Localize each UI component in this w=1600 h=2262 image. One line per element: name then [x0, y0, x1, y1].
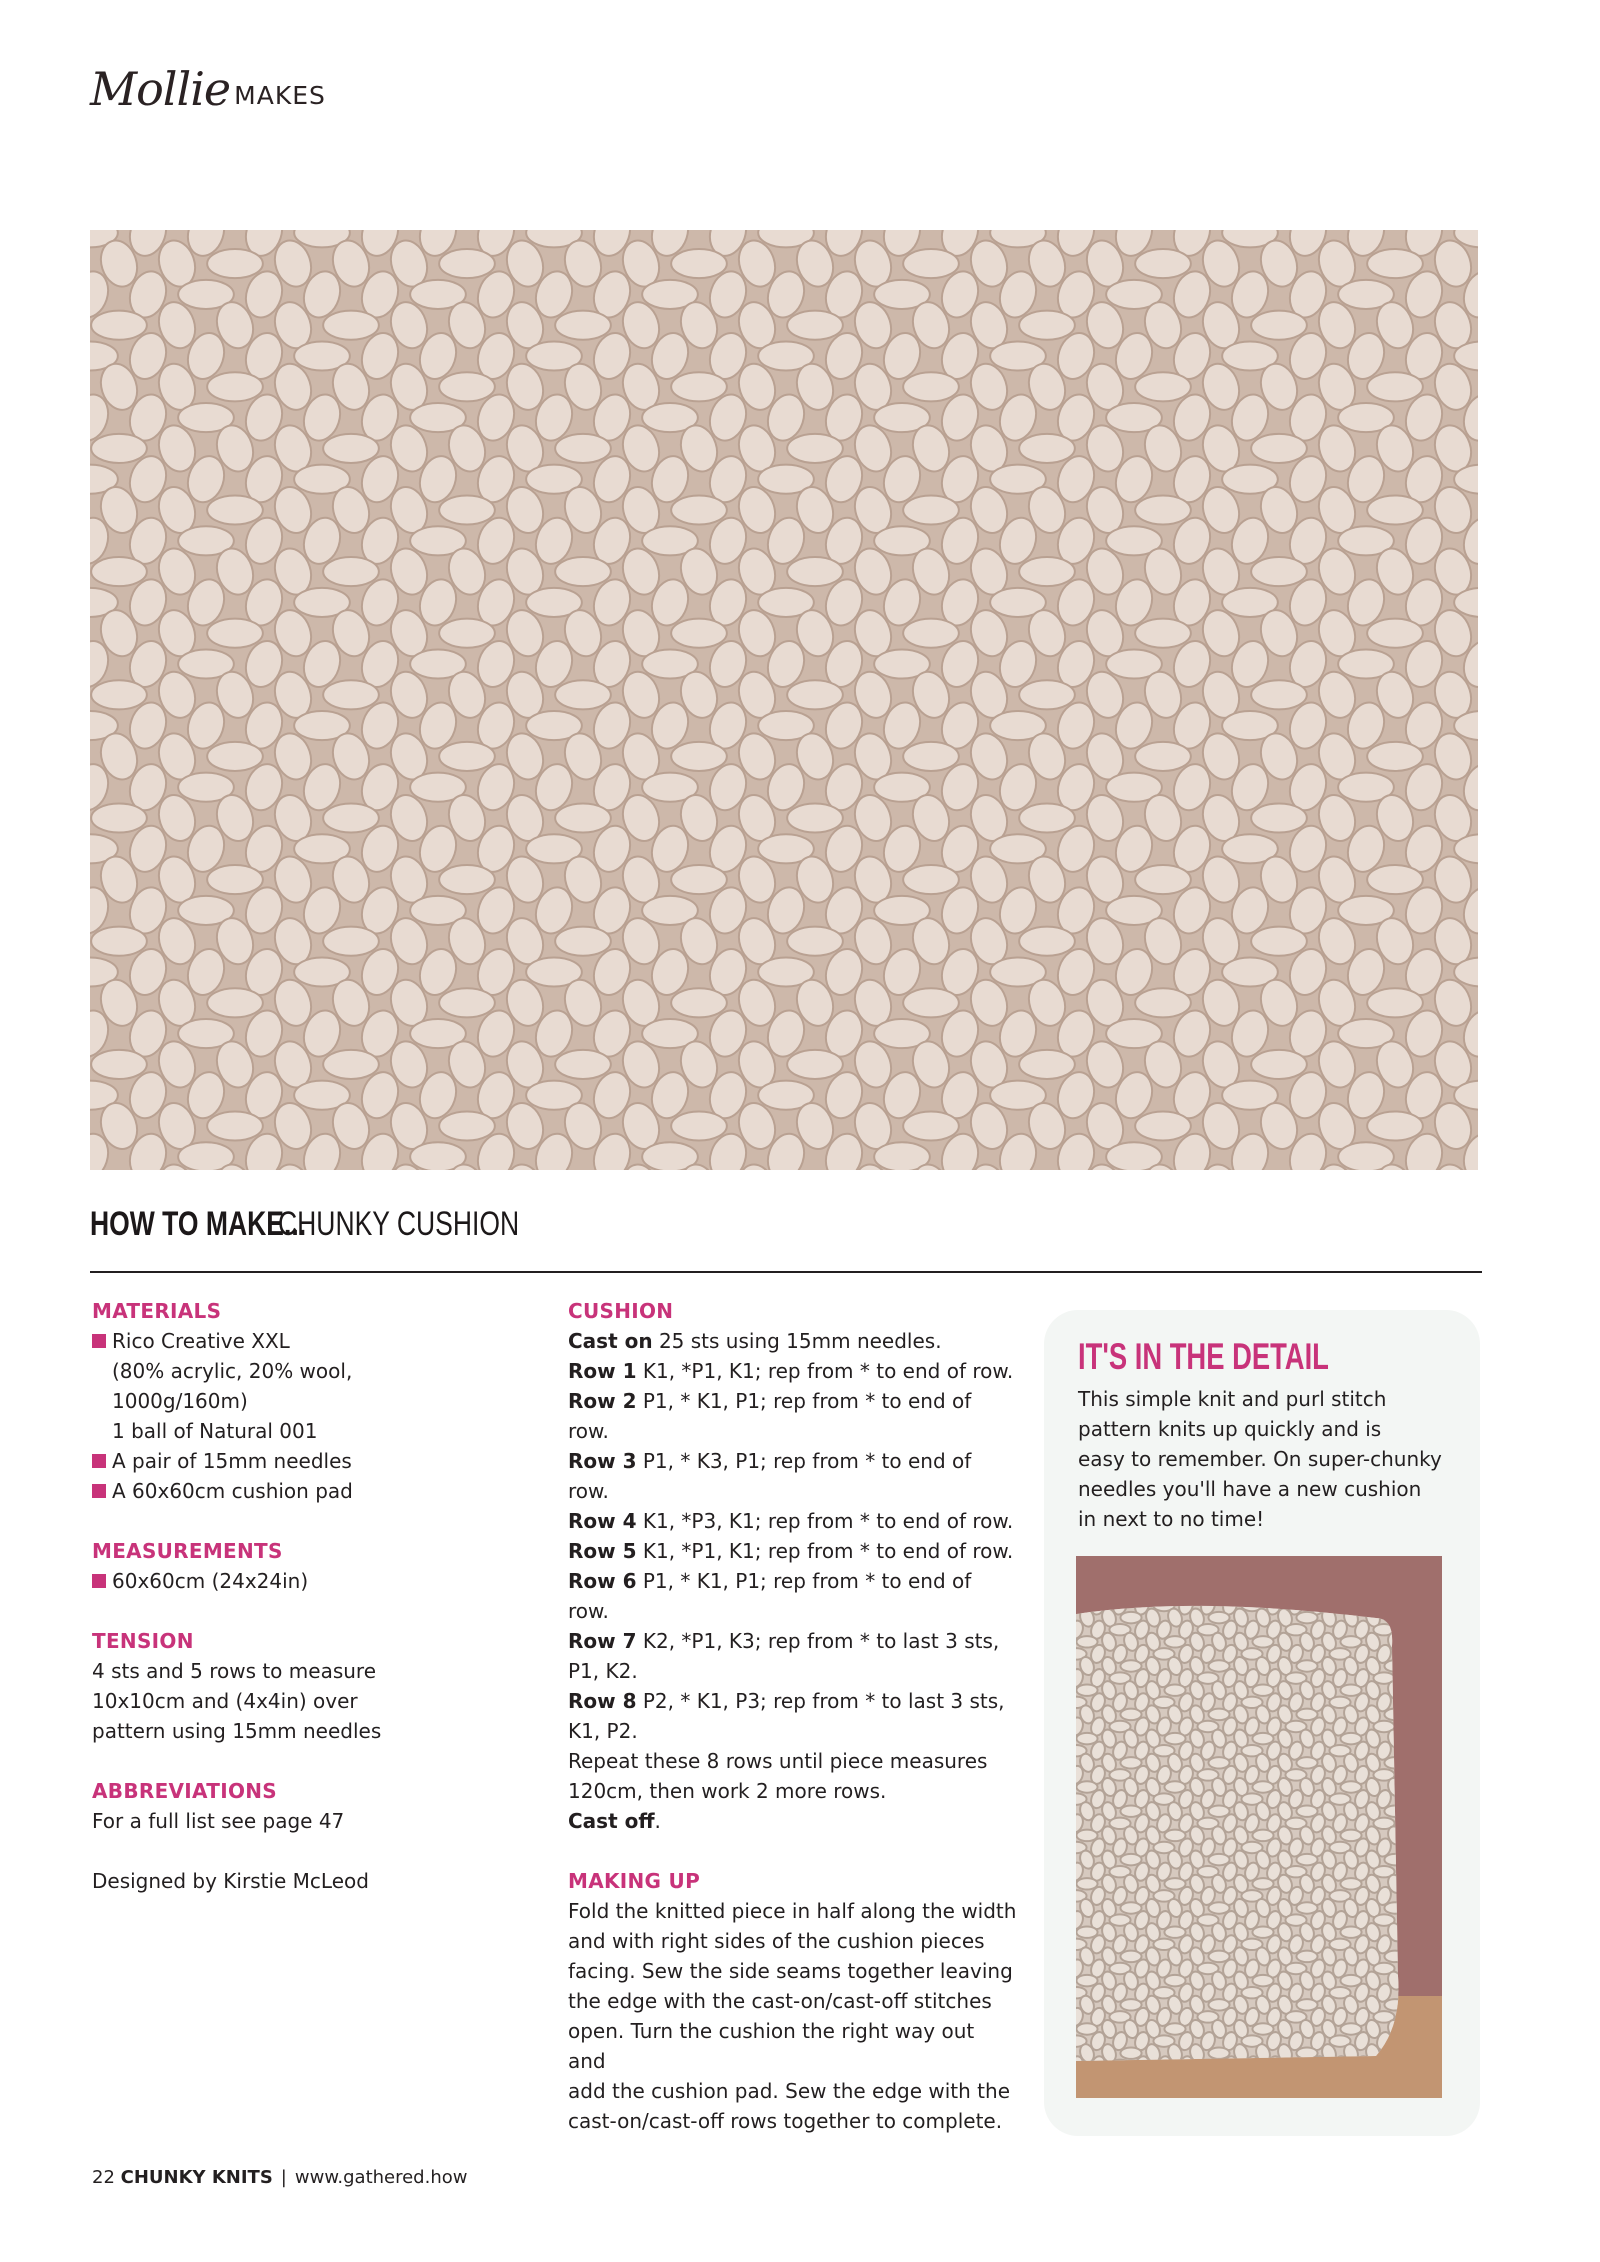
- materials-yarn-line3: 1000g/160m): [112, 1389, 248, 1413]
- bullet-square-icon: [92, 1454, 106, 1468]
- magazine-title: CHUNKY KNITS: [120, 2167, 273, 2188]
- brand-script: Mollie: [90, 62, 231, 116]
- abbreviations-title: ABBREVIATIONS: [92, 1779, 278, 1803]
- row-5-line: [568, 1536, 1018, 1566]
- row-8-cont: K1, P2.: [568, 1719, 638, 1743]
- row-label: Row 7: [568, 1629, 637, 1653]
- row-label: Row 1: [568, 1359, 637, 1383]
- row-label: Row 3: [568, 1449, 637, 1473]
- making-up-line: Fold the knitted piece in half along the width: [568, 1899, 1017, 1923]
- measurements-title: MEASUREMENTS: [92, 1539, 283, 1563]
- row-text: P1, * K3, P1; rep from * to end of: [636, 1449, 972, 1473]
- row-6-cont: row.: [568, 1599, 609, 1623]
- materials-needles-text: A pair of 15mm needles: [112, 1449, 352, 1473]
- measurements-item: [92, 1566, 522, 1596]
- bullet-square-icon: [92, 1334, 106, 1348]
- materials-yarn-line2: (80% acrylic, 20% wool,: [112, 1359, 353, 1383]
- cast-on-line: [568, 1326, 1018, 1356]
- row-label: Row 4: [568, 1509, 637, 1533]
- row-text: K1, *P1, K1; rep from * to end of row.: [636, 1359, 1014, 1383]
- making-up-line: add the cushion pad. Sew the edge with the: [568, 2079, 1011, 2103]
- materials-item-pad: [92, 1476, 522, 1506]
- detail-line: This simple knit and purl stitch: [1078, 1387, 1387, 1411]
- detail-line: in next to no time!: [1078, 1507, 1265, 1531]
- making-up-line: the edge with the cast-on/cast-off stitches: [568, 1989, 992, 2013]
- row-label: Row 2: [568, 1389, 637, 1413]
- cast-on-label: Cast on: [568, 1329, 653, 1353]
- designer-credit: Designed by Kirstie McLeod: [92, 1869, 369, 1893]
- knit-texture-photo: [90, 230, 1478, 1170]
- brand-makes: MAKES: [234, 81, 326, 110]
- repeat-line2: 120cm, then work 2 more rows.: [568, 1779, 887, 1803]
- row-1-line: [568, 1356, 1018, 1386]
- row-7-cont: P1, K2.: [568, 1659, 638, 1683]
- heading-bold: HOW TO MAKE...: [90, 1205, 307, 1243]
- materials-item-needles: [92, 1446, 522, 1476]
- cushion-photo: [1076, 1556, 1442, 2098]
- tension-title: TENSION: [92, 1629, 194, 1653]
- measurements-text: 60x60cm (24x24in): [112, 1569, 309, 1593]
- row-text: P1, * K1, P1; rep from * to end of: [636, 1389, 972, 1413]
- row-7-line: [568, 1626, 1018, 1656]
- row-label: Row 5: [568, 1539, 637, 1563]
- row-text: K1, *P3, K1; rep from * to end of row.: [636, 1509, 1014, 1533]
- detail-line: needles you'll have a new cushion: [1078, 1477, 1422, 1501]
- materials-item-yarn: [92, 1326, 522, 1356]
- cast-off-end: .: [654, 1809, 661, 1833]
- instructions-column: [568, 1296, 1018, 2136]
- making-up-line: and with right sides of the cushion pieces: [568, 1929, 985, 1953]
- tension-line1: 4 sts and 5 rows to measure: [92, 1659, 377, 1683]
- page-number: 22: [92, 2167, 121, 2188]
- footer-separator: |: [280, 2167, 287, 2188]
- knit-texture-image: [90, 230, 1478, 1170]
- cast-off-label: Cast off: [568, 1809, 655, 1833]
- row-6-line: [568, 1566, 1018, 1596]
- making-up-line: open. Turn the cushion the right way out and: [568, 2019, 975, 2073]
- making-up-line: cast-on/cast-off rows together to complete.: [568, 2109, 1003, 2133]
- bullet-square-icon: [92, 1574, 106, 1588]
- cushion-title: CUSHION: [568, 1299, 674, 1323]
- row-label: Row 6: [568, 1569, 637, 1593]
- detail-line: easy to remember. On super-chunky: [1078, 1447, 1442, 1471]
- materials-pad-text: A 60x60cm cushion pad: [112, 1479, 353, 1503]
- detail-line: pattern knits up quickly and is: [1078, 1417, 1382, 1441]
- cast-off-line: [568, 1806, 1018, 1836]
- detail-title: IT'S IN THE DETAIL: [1078, 1336, 1329, 1377]
- row-2-cont: row.: [568, 1419, 609, 1443]
- abbreviations-text: For a full list see page 47: [92, 1809, 345, 1833]
- row-text: K1, *P1, K1; rep from * to end of row.: [636, 1539, 1014, 1563]
- brand-logo: [90, 62, 326, 116]
- bullet-square-icon: [92, 1484, 106, 1498]
- page-footer: [92, 2166, 467, 2190]
- tension-line2: 10x10cm and (4x4in) over: [92, 1689, 358, 1713]
- tension-line3: pattern using 15mm needles: [92, 1719, 382, 1743]
- making-up-title: MAKING UP: [568, 1869, 701, 1893]
- row-2-line: [568, 1386, 1018, 1416]
- row-4-line: [568, 1506, 1018, 1536]
- materials-title: MATERIALS: [92, 1299, 222, 1323]
- row-3-line: [568, 1446, 1018, 1476]
- repeat-line1: Repeat these 8 rows until piece measures: [568, 1749, 988, 1773]
- making-up-line: facing. Sew the side seams together leaving: [568, 1959, 1013, 1983]
- heading-light: CHUNKY CUSHION: [278, 1205, 520, 1243]
- heading-rule: [90, 1271, 1482, 1273]
- cushion-image: [1076, 1556, 1442, 2098]
- row-label: Row 8: [568, 1689, 637, 1713]
- row-text: P1, * K1, P1; rep from * to end of: [636, 1569, 972, 1593]
- materials-yarn-line4: 1 ball of Natural 001: [112, 1419, 318, 1443]
- row-text: K2, *P1, K3; rep from * to last 3 sts,: [636, 1629, 1000, 1653]
- row-text: P2, * K1, P3; rep from * to last 3 sts,: [636, 1689, 1005, 1713]
- cast-on-text: 25 sts using 15mm needles.: [652, 1329, 942, 1353]
- materials-column: [92, 1296, 522, 1896]
- section-heading: [90, 1205, 1480, 1247]
- footer-url: www.gathered.how: [294, 2167, 468, 2188]
- row-3-cont: row.: [568, 1479, 609, 1503]
- detail-text: [1078, 1384, 1458, 1534]
- materials-yarn-line1: Rico Creative XXL: [112, 1329, 290, 1353]
- row-8-line: [568, 1686, 1018, 1716]
